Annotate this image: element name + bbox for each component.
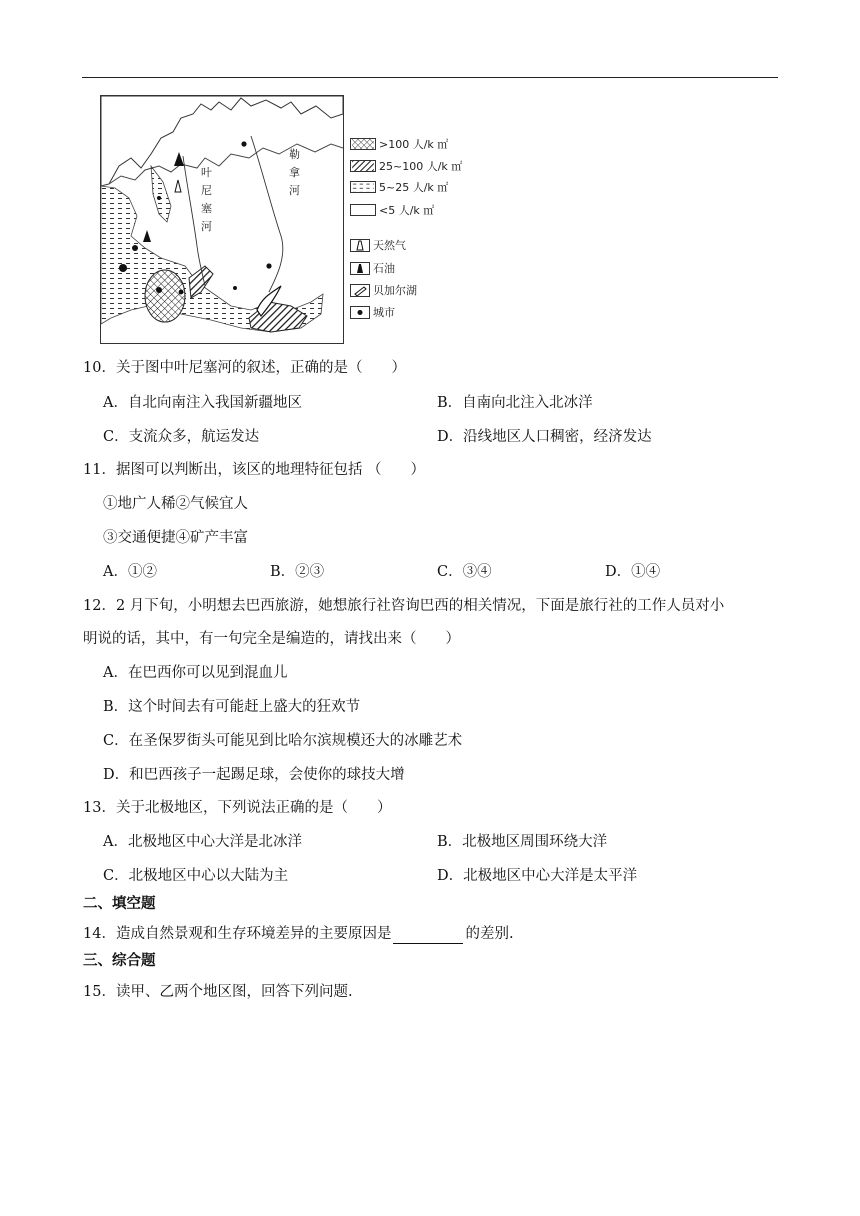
city-dot-icon (350, 306, 370, 319)
q10-option-b[interactable]: B．自南向北注入北冰洋 (437, 395, 593, 411)
question-12-stem-line1: 12．2 月下旬，小明想去巴西旅游，她想旅行社咨询巴西的相关情况，下面是旅行社的工作人员对小 (83, 598, 725, 614)
q14-text-after: 的差别. (465, 926, 514, 942)
q14-text-before: 14．造成自然景观和生存环境差异的主要原因是 (83, 926, 392, 942)
question-12-stem-line2: 明说的话，其中，有一句完全是编造的，请找出来（ ） (83, 631, 460, 647)
lake-icon (350, 284, 370, 297)
q12-option-a[interactable]: A．在巴西你可以见到混血儿 (103, 665, 288, 681)
legend-item-5-25: 5~25 人/k ㎡ (350, 180, 448, 194)
legend-item-lt5: <5 人/k ㎡ (350, 203, 434, 217)
question-11-stem: 11．据图可以判断出，该区的地理特征包括 （ ） (83, 462, 426, 478)
question-14 (83, 924, 514, 944)
river-label-east: 勒拿河 (289, 148, 300, 197)
q13-option-d[interactable]: D．北极地区中心大洋是太平洋 (437, 868, 638, 884)
question-13-stem: 13．关于北极地区，下列说法正确的是（ ） (83, 800, 392, 816)
diagonal-hatch-swatch-icon (350, 160, 376, 172)
q11-option-c[interactable]: C．③④ (437, 564, 492, 580)
cross-hatch-swatch-icon (350, 138, 376, 150)
legend-item-lake: 贝加尔湖 (350, 283, 417, 297)
question-10-stem: 10．关于图中叶尼塞河的叙述，正确的是（ ） (83, 360, 406, 376)
q11-option-b[interactable]: B．②③ (270, 564, 325, 580)
q13-option-c[interactable]: C．北极地区中心以大陆为主 (103, 868, 289, 884)
legend-item-25-100: 25~100 人/k ㎡ (350, 159, 462, 173)
legend-item-city: 城市 (350, 305, 395, 319)
q13-option-a[interactable]: A．北极地区中心大洋是北冰洋 (103, 834, 302, 850)
legend-item-gas: 天然气 (350, 238, 406, 252)
q14-answer-blank[interactable] (393, 928, 463, 944)
dash-pattern-swatch-icon (350, 181, 376, 193)
legend-item-gt100: >100 人/k ㎡ (350, 137, 448, 151)
legend-item-oil: 石油 (350, 261, 395, 275)
q10-option-c[interactable]: C．支流众多，航运发达 (103, 429, 260, 445)
q11-option-a[interactable]: A．①② (103, 564, 157, 580)
q10-option-a[interactable]: A．自北向南注入我国新疆地区 (103, 395, 302, 411)
gas-derrick-icon (350, 239, 370, 252)
question-15-stem: 15．读甲、乙两个地区图，回答下列问题. (83, 984, 353, 1000)
river-label-west: 叶尼塞河 (201, 166, 212, 233)
q13-option-b[interactable]: B．北极地区周围环绕大洋 (437, 834, 608, 850)
blank-swatch-icon (350, 204, 376, 216)
siberia-population-map (100, 95, 344, 344)
q11-item-line2: ③交通便捷④矿产丰富 (103, 530, 248, 546)
header-rule (82, 77, 778, 78)
oil-derrick-icon (350, 262, 370, 275)
q11-item-line1: ①地广人稀②气候宜人 (103, 496, 248, 512)
q11-option-d[interactable]: D．①④ (605, 564, 661, 580)
section-heading-fill: 二、填空题 (83, 896, 156, 912)
q12-option-d[interactable]: D．和巴西孩子一起踢足球，会使你的球技大增 (103, 767, 405, 783)
q12-option-c[interactable]: C．在圣保罗街头可能见到比哈尔滨规模还大的冰雕艺术 (103, 733, 463, 749)
q10-option-d[interactable]: D．沿线地区人口稠密，经济发达 (437, 429, 652, 445)
section-heading-comprehensive: 三、综合题 (83, 953, 156, 969)
q12-option-b[interactable]: B．这个时间去有可能赶上盛大的狂欢节 (103, 699, 361, 715)
